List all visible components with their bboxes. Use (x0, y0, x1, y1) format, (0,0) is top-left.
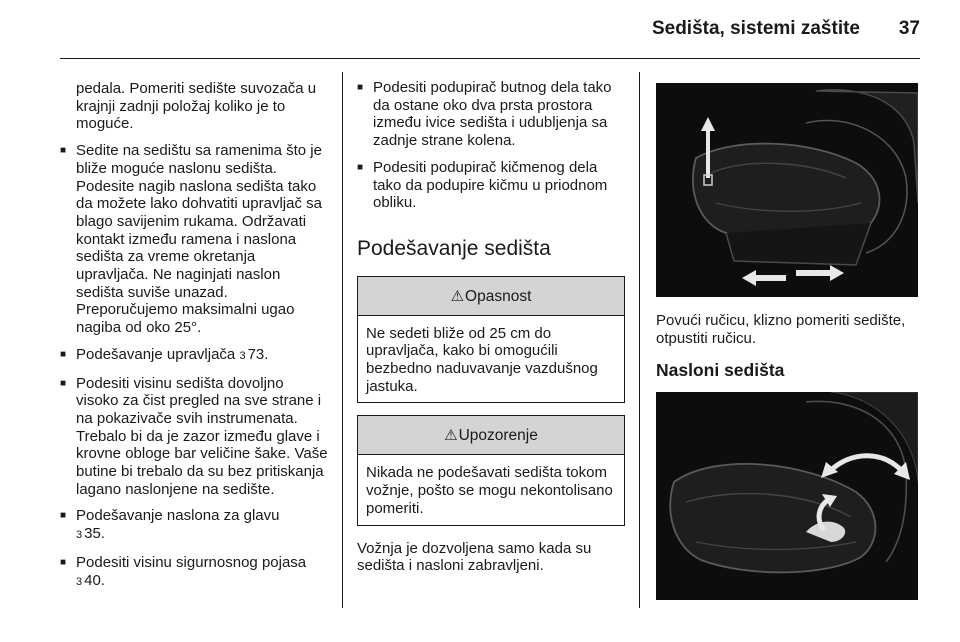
belt-page-ref[interactable] (76, 572, 105, 589)
bullet-seat-position: ■ Sedite na sedištu sa ramenima što je bliže moguće naslonu sedišta. Podesite nagib naslona sedišta tako da možete lako dohvatiti upravljač sa blago savijenim rukama. Održavati kontakt između ramena i naslona sedišta za vreme okretanja upravljača. Ne naginjati naslon sedišta suviše unazad. Preporučujemo maksimalni ugao nagiba od oko 25°. (60, 142, 328, 337)
warning-triangle-icon: ⚠ (444, 427, 458, 445)
bullet-steering-text: Podešavanje upravljača (76, 345, 236, 363)
bullet-lumbar-support: ■ Podesiti podupirač kičmenog dela tako da podupire kičmu u priodnom obliku. (357, 159, 625, 212)
bullet-thigh-support: ■ Podesiti podupirač butnog dela tako da ostane oko dva prsta prostora između ivice sedišta i udubljenja sa zadnje strane kolena. (357, 79, 625, 150)
danger-text: Ne sedeti bliže od 25 cm do upravljača, kako bi omogućili bezbedno naduvavanje vazdušnog jastuka. (366, 324, 598, 395)
belt-page-ref-number: 40. (84, 571, 105, 589)
warning-text: Nikada ne podešavati sedišta tokom vožnje, pošto se mogu nekontolisano pomeriti. (366, 464, 613, 517)
subsection-title: Nasloni sedišta (656, 360, 785, 380)
bullet-belt-height (60, 554, 328, 591)
arrow-ref-icon: 3 (76, 529, 83, 542)
section-title: Podešavanje sedišta (357, 236, 551, 260)
column-1 (60, 80, 328, 600)
seat-slide-illustration (656, 83, 918, 297)
warning-notice-header (358, 416, 624, 455)
figure-caption: Povući ručicu, klizno pomeriti sedište, otpustiti ručicu. (656, 312, 906, 347)
header-rule (60, 58, 920, 59)
bullet-belt-text: Podesiti visinu sigurnosnog pojasa (76, 553, 307, 571)
bullet-headrest-text: Podešavanje naslona za glavu (76, 507, 280, 525)
bullet-steering (60, 346, 328, 366)
seat-back-figure (656, 392, 918, 600)
warning-triangle-icon: ⚠ (450, 287, 465, 305)
column-divider-1 (342, 72, 343, 608)
steering-page-ref-number: 73. (247, 345, 269, 363)
danger-notice (357, 276, 625, 404)
continuation-text: pedala. Pomeriti sedište suvozača u krajnji zadnji položaj koliko je to moguće. (76, 80, 317, 133)
seat-slide-figure (656, 83, 918, 297)
danger-title: Opasnost (465, 287, 532, 305)
page-header-title: Sedišta, sistemi zaštite (651, 18, 860, 39)
arrow-ref-icon: 3 (239, 349, 246, 362)
closing-text: Vožnja je dozvoljena samo kada su sedišta i nasloni zabravljeni. (357, 539, 592, 575)
steering-page-ref[interactable] (239, 346, 268, 363)
bullet-headrest (60, 507, 328, 544)
danger-notice-header (358, 277, 624, 316)
warning-notice (357, 415, 625, 525)
headrest-page-ref-number: 35. (84, 525, 105, 543)
arrow-ref-icon: 3 (76, 575, 83, 588)
headrest-page-ref[interactable] (76, 525, 105, 542)
warning-title: Upozorenje (458, 427, 538, 445)
seat-back-illustration (656, 392, 918, 600)
column-divider-2 (639, 72, 640, 608)
page-number: 37 (898, 18, 920, 39)
bullet-seat-height: ■ Podesiti visinu sedišta dovoljno visoko za čist pregled na sve strane i na pokazivače svih instrumenata. Trebalo bi da je zazor između glave i krovne obloge bar veličine šake. Vaše butine bi trebalo da su bez pritiskanja lagano naslonjene na sedište. (60, 375, 328, 499)
column-2 (357, 79, 625, 575)
